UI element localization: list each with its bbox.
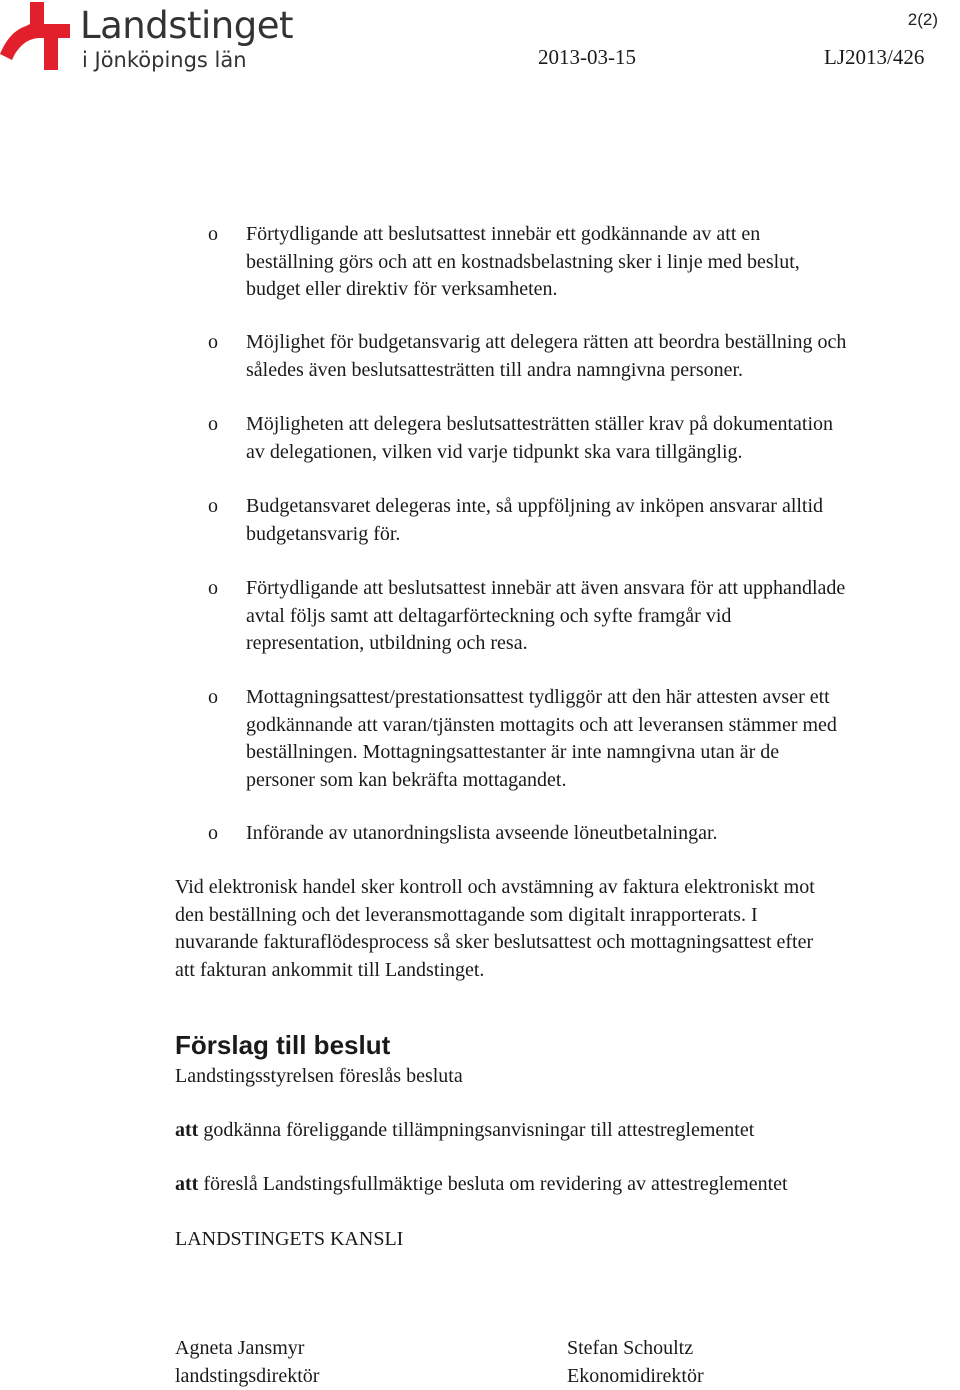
list-item-line: Möjligheten att delegera beslutsattesträtten ställer krav på dokumentation: [246, 411, 958, 439]
logo-subtitle: i Jönköpings län: [82, 48, 247, 72]
proposal-text: föreslå Landstingsfullmäktige besluta om revidering av attestreglementet: [198, 1173, 787, 1195]
bullet-marker: o: [208, 329, 218, 357]
bullet-marker: o: [208, 575, 218, 603]
list-item-line: avtal följs samt att deltagarförteckning och syfte framgår vid: [246, 603, 958, 631]
list-item-line: Förtydligande att beslutsattest innebär att även ansvara för att upphandlade: [246, 575, 958, 603]
paragraph-line: att fakturan ankommit till Landstinget.: [175, 957, 955, 985]
list-item-line: representation, utbildning och resa.: [246, 630, 958, 658]
proposal-text: godkänna föreliggande tillämpningsanvisningar till attestreglementet: [198, 1119, 754, 1141]
list-item-line: budgetansvarig för.: [246, 521, 958, 549]
bullet-marker: o: [208, 684, 218, 712]
proposal-item: [175, 1171, 788, 1199]
list-item-line: således även beslutsattesträtten till andra namngivna personer.: [246, 357, 958, 385]
list-item-line: beställningen. Mottagningsattestanter är inte namngivna utan är de: [246, 739, 958, 767]
paragraph-line: nuvarande fakturaflödesprocess så sker beslutsattest och mottagningsattest efter: [175, 929, 955, 957]
list-item-line: Budgetansvaret delegeras inte, så uppföljning av inköpen ansvarar alltid: [246, 493, 958, 521]
list-item-line: Möjlighet för budgetansvarig att delegera rätten att beordra beställning och: [246, 329, 958, 357]
document-number: LJ2013/426: [824, 45, 924, 70]
paragraph-line: Vid elektronisk handel sker kontroll och avstämning av faktura elektroniskt mot: [175, 874, 955, 902]
office-name: LANDSTINGETS KANSLI: [175, 1226, 403, 1254]
body-paragraph: [175, 874, 955, 984]
bullet-marker: o: [208, 820, 218, 848]
signatory-title: Ekonomidirektör: [567, 1363, 704, 1390]
signature-block: [175, 1335, 319, 1390]
list-item-line: budget eller direktiv för verksamheten.: [246, 276, 958, 304]
list-item-line: av delegationen, vilken vid varje tidpunkt ska vara tillgänglig.: [246, 439, 958, 467]
list-item-line: Mottagningsattest/prestationsattest tydliggör att den här attesten avser ett: [246, 684, 958, 712]
section-heading: Förslag till beslut: [175, 1030, 390, 1061]
list-item-line: personer som kan bekräfta mottagandet.: [246, 767, 958, 795]
signatory-name: Stefan Schoultz: [567, 1335, 704, 1363]
list-item-line: beställning görs och att en kostnadsbelastning sker i linje med beslut,: [246, 249, 958, 277]
proposal-keyword: att: [175, 1173, 198, 1195]
signatory-name: Agneta Jansmyr: [175, 1335, 319, 1363]
bullet-marker: o: [208, 411, 218, 439]
paragraph-line: den beställning och det leveransmottagande som digitalt inrapporterats. I: [175, 902, 955, 930]
document-date: 2013-03-15: [538, 45, 636, 70]
list-item-line: godkännande att varan/tjänsten mottagits och att leveransen stämmer med: [246, 712, 958, 740]
proposal-item: [175, 1117, 754, 1145]
proposal-intro: Landstingsstyrelsen föreslås besluta: [175, 1063, 463, 1091]
list-item-line: Införande av utanordningslista avseende löneutbetalningar.: [246, 820, 958, 848]
proposal-keyword: att: [175, 1119, 198, 1141]
page-number: 2(2): [908, 10, 938, 30]
signatory-title: landstingsdirektör: [175, 1363, 319, 1390]
signature-block: [567, 1335, 704, 1390]
landstinget-logo-icon: [0, 0, 72, 72]
bullet-marker: o: [208, 221, 218, 249]
logo-title: Landstinget: [80, 4, 293, 47]
list-item-line: Förtydligande att beslutsattest innebär ett godkännande av att en: [246, 221, 958, 249]
bullet-marker: o: [208, 493, 218, 521]
